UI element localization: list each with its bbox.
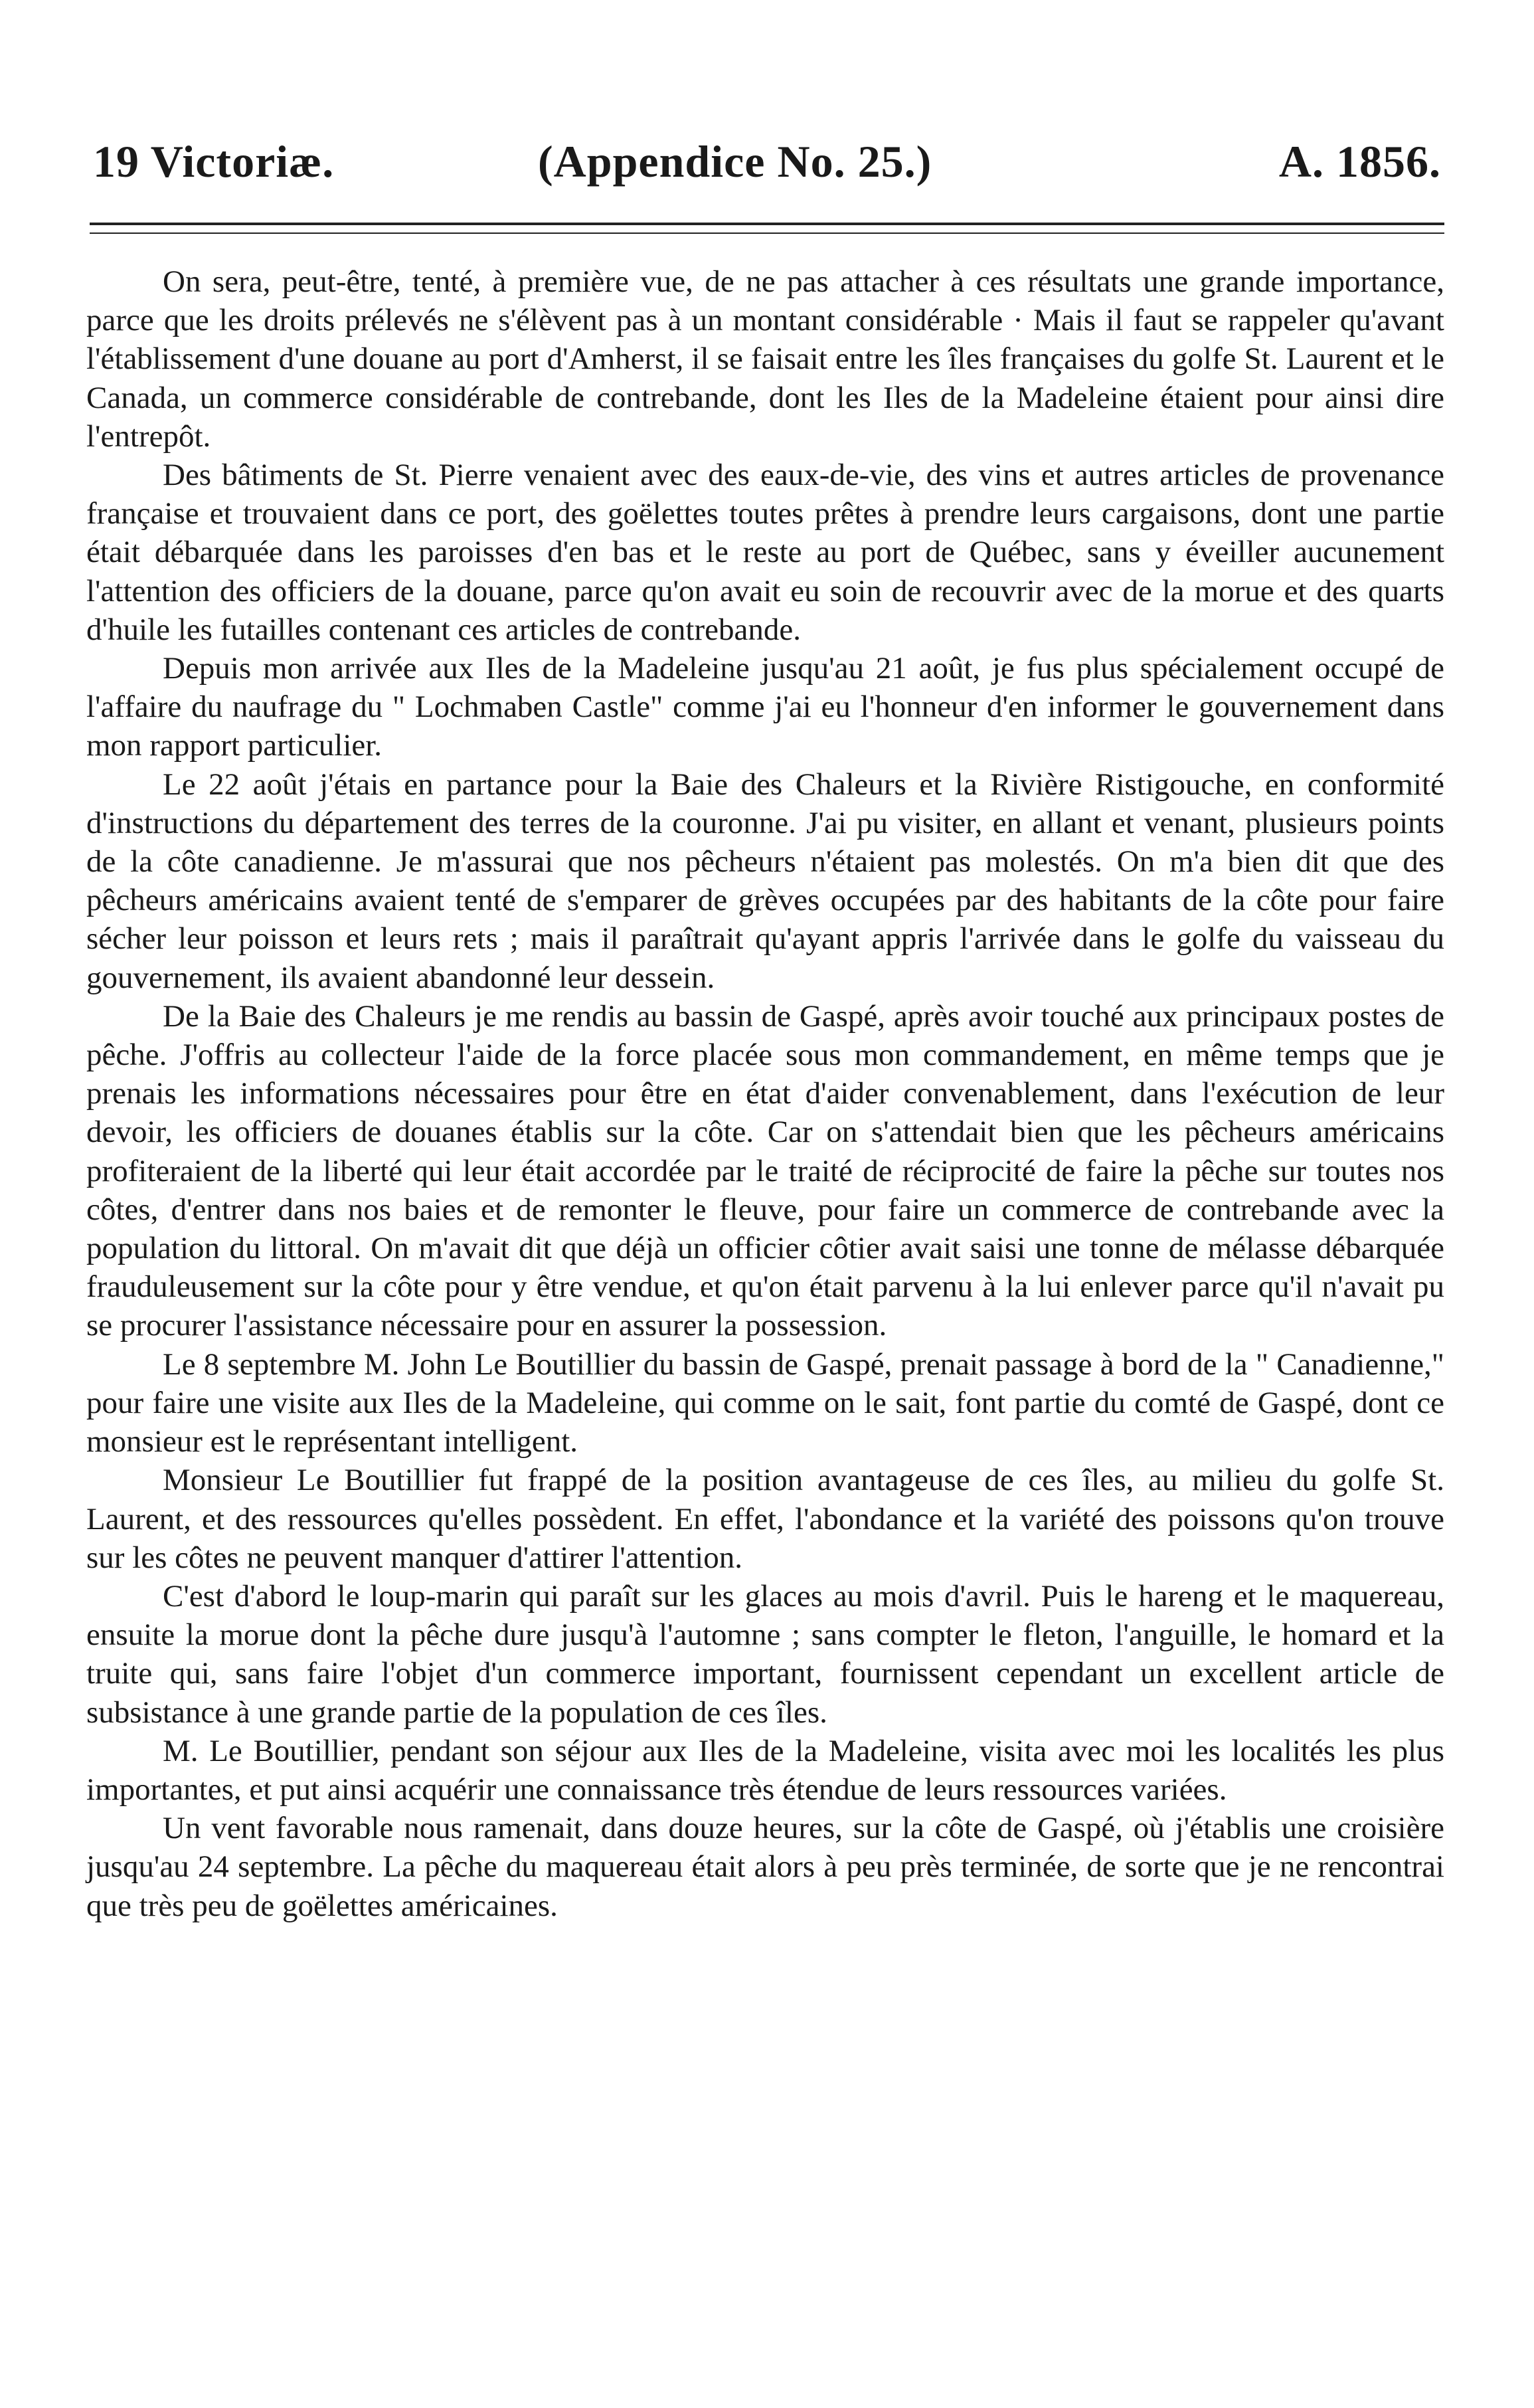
paragraph-1: On sera, peut-être, tenté, à première vue, de ne pas attacher à ces résultats une grande importance, parce que les droits prélevés ne s'élèvent pas à un montant considérable · Mais il faut se rappeler qu'avant l'établissement d'une douane au port d'Amherst, il se faisait entre les îles françaises du golfe St. Laurent et le Canada, un commerce considérable de contrebande, dont les Iles de la Madeleine étaient pour ainsi dire l'entrepôt. [86, 264, 1444, 454]
paragraph-10: Un vent favorable nous ramenait, dans douze heures, sur la côte de Gaspé, où j'établis une croisière jusqu'au 24 septembre. La pêche du maquereau était alors à peu près terminée, de sorte que je ne rencontrai que très peu de goëlettes américaines. [86, 1811, 1444, 1923]
header-session: 19 Victoriæ. [93, 136, 335, 187]
header-appendix: (Appendice No. 25.) [538, 136, 932, 187]
header-rule-thin [90, 232, 1444, 234]
paragraph-6: Le 8 septembre M. John Le Boutillier du bassin de Gaspé, prenait passage à bord de la " Canadienne," pour faire une visite aux Iles de la Madeleine, qui comme on le sait, font partie du comté de Gaspé, dont ce monsieur est le représentant intelligent. [86, 1346, 1444, 1459]
paragraph-9: M. Le Boutillier, pendant son séjour aux Iles de la Madeleine, visita avec moi les localités les plus importantes, et put ainsi acquérir une connaissance très étendue de leurs ressources variées. [86, 1733, 1444, 1807]
body-text [86, 262, 1444, 1925]
paragraph-7: Monsieur Le Boutillier fut frappé de la position avantageuse de ces îles, au milieu du golfe St. Laurent, et des ressources qu'elles possèdent. En effet, l'abondance et la variété des poissons qu'on trouve sur les côtes ne peuvent manquer d'attirer l'attention. [86, 1463, 1444, 1575]
header-rule-thick [90, 223, 1444, 225]
paragraph-4: Le 22 août j'étais en partance pour la Baie des Chaleurs et la Rivière Ristigouche, en conformité d'instructions du département des terres de la couronne. J'ai pu visiter, en allant et venant, plusieurs points de la côte canadienne. Je m'assurai que nos pêcheurs n'étaient pas molestés. On m'a bien dit que des pêcheurs américains avaient tenté de s'emparer de grèves occupées par des habitants de la côte pour faire sécher leur poisson et leurs rets ; mais il paraîtrait qu'ayant appris l'arrivée dans le golfe du vaisseau du gouvernement, ils avaient abandonné leur dessein. [86, 767, 1444, 995]
paragraph-3: Depuis mon arrivée aux Iles de la Madeleine jusqu'au 21 août, je fus plus spécialement occupé de l'affaire du naufrage du " Lochmaben Castle" comme j'ai eu l'honneur d'en informer le gouvernement dans mon rapport particulier. [86, 651, 1444, 763]
paragraph-5: De la Baie des Chaleurs je me rendis au bassin de Gaspé, après avoir touché aux principaux postes de pêche. J'offris au collecteur l'aide de la force placée sous mon commandement, en même temps que je prenais les informations nécessaires pour être en état d'aider convenablement, dans l'exécution de leur devoir, les officiers de douanes établis sur la côte. Car on s'attendait bien que les pêcheurs américains profiteraient de la liberté qui leur était accordée par le traité de réciprocité de faire la pêche sur toutes nos côtes, d'entrer dans nos baies et de remonter le fleuve, pour faire un commerce de contrebande avec la population du littoral. On m'avait dit que déjà un officier côtier avait saisi une tonne de mélasse débarquée frauduleusement sur la côte pour y être vendue, et qu'on était parvenu à la lui enlever parce qu'il n'avait pu se procurer l'assistance nécessaire pour en assurer la possession. [86, 998, 1444, 1343]
paragraph-8: C'est d'abord le loup-marin qui paraît sur les glaces au mois d'avril. Puis le hareng et le maquereau, ensuite la morue dont la pêche dure jusqu'à l'automne ; sans compter le fleton, l'anguille, le homard et la truite qui, sans faire l'objet d'un commerce important, fournissent cependant un excellent article de subsistance à une grande partie de la population de ces îles. [86, 1578, 1444, 1730]
paragraph-2: Des bâtiments de St. Pierre venaient avec des eaux-de-vie, des vins et autres articles de provenance française et trouvaient dans ce port, des goëlettes toutes prêtes à prendre leurs cargaisons, dont une partie était débarquée dans les paroisses d'en bas et le reste au port de Québec, sans y éveiller aucunement l'attention des officiers de la douane, parce qu'on avait eu soin de recouvrir avec de la morue et des quarts d'huile les futailles contenant ces articles de contrebande. [86, 458, 1444, 647]
header-year: A. 1856. [1278, 136, 1441, 187]
page-header [93, 132, 1441, 191]
